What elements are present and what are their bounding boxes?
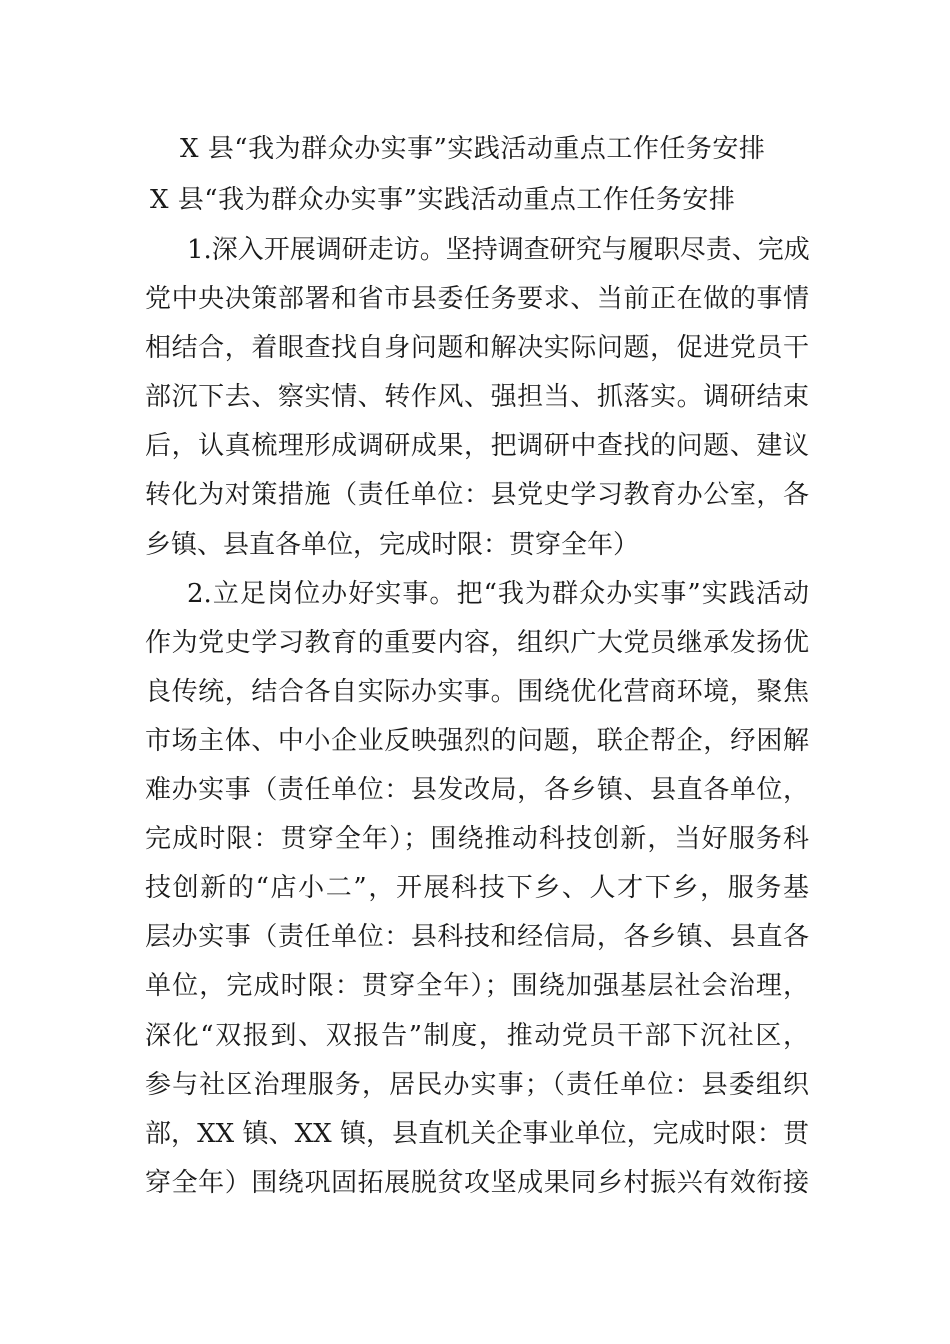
paragraph-1-line: 部沉下去、察实情、转作风、强担当、抓落实。调研结束 bbox=[145, 382, 809, 413]
paragraph-1-line: 转化为对策措施（责任单位：县党史学习教育办公室，各 bbox=[145, 480, 809, 511]
paragraph-1-line: 党中央决策部署和省市县委任务要求、当前正在做的事情 bbox=[145, 284, 809, 315]
paragraph-2-line: 深化“双报到、双报告”制度，推动党员干部下沉社区， bbox=[145, 1020, 809, 1051]
paragraph-2-line: 穿全年）围绕巩固拓展脱贫攻坚成果同乡村振兴有效衔接 bbox=[145, 1167, 809, 1198]
document-title-repeat: X 县“我为群众办实事”实践活动重点工作任务安排 bbox=[150, 185, 736, 215]
document-body bbox=[145, 226, 809, 1208]
paragraph-2-line: 技创新的“店小二”，开展科技下乡、人才下乡，服务基 bbox=[145, 873, 809, 904]
paragraph-2-line: 层办实事（责任单位：县科技和经信局，各乡镇、县直各 bbox=[145, 922, 809, 953]
paragraph-1-line: 1.深入开展调研走访。坚持调查研究与履职尽责、完成 bbox=[187, 235, 810, 265]
paragraph-2-line: 完成时限：贯穿全年）；围绕推动科技创新，当好服务科 bbox=[145, 824, 809, 855]
paragraph-1-line: 后，认真梳理形成调研成果，把调研中查找的问题、建议 bbox=[145, 431, 809, 462]
paragraph-2-line: 良传统，结合各自实际办实事。围绕优化营商环境，聚焦 bbox=[145, 676, 809, 707]
paragraph-2-line: 参与社区治理服务，居民办实事；（责任单位：县委组织 bbox=[145, 1069, 809, 1100]
paragraph-1-line: 乡镇、县直各单位，完成时限：贯穿全年） bbox=[145, 529, 640, 560]
paragraph-2-line: 作为党史学习教育的重要内容，组织广大党员继承发扬优 bbox=[145, 627, 809, 658]
paragraph-2-line: 难办实事（责任单位：县发改局，各乡镇、县直各单位， bbox=[145, 775, 809, 806]
paragraph-2-line: 2.立足岗位办好实事。把“我为群众办实事”实践活动 bbox=[187, 578, 809, 609]
paragraph-2-line: 部，XX 镇、XX 镇，县直机关企事业单位，完成时限：贯 bbox=[145, 1118, 809, 1149]
document-title: X 县“我为群众办实事”实践活动重点工作任务安排 bbox=[180, 134, 766, 164]
paragraph-1-line: 相结合，着眼查找自身问题和解决实际问题，促进党员干 bbox=[145, 333, 809, 364]
paragraph-2-line: 单位，完成时限：贯穿全年）；围绕加强基层社会治理， bbox=[145, 971, 809, 1002]
paragraph-2-line: 市场主体、中小企业反映强烈的问题，联企帮企，纾困解 bbox=[145, 725, 809, 756]
